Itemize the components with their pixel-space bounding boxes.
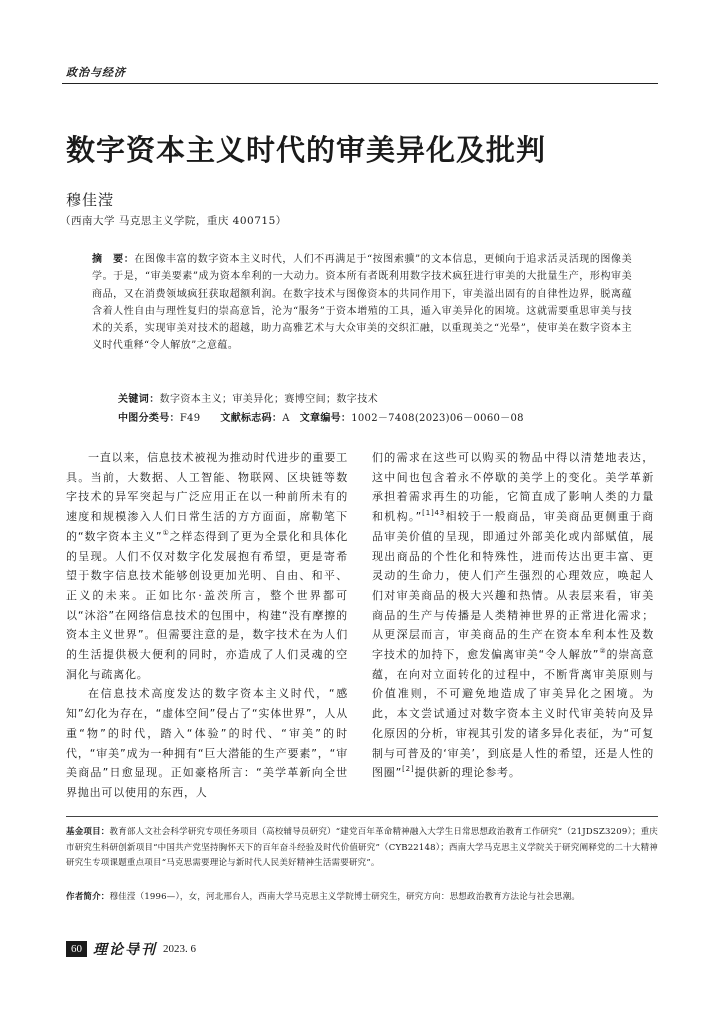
footnote-ref: ② (599, 647, 607, 656)
abstract-label: 摘 要： (92, 254, 135, 265)
clc-label: 中图分类号： (118, 413, 180, 424)
article-author: 穆佳滢 (66, 191, 115, 209)
classification-line (118, 409, 524, 424)
keywords-text: 数字资本主义；审美异化；赛博空间；数字技术 (159, 394, 379, 405)
fund-text: 教育部人文社会科学研究专项任务项目（高校辅导员研究）“建党百年革命精神融入大学生日常思想政治教育工作研究”（21JDSZ3209）；重庆市研究生科研创新项目“中国共产党坚持胸怀天下的百年奋斗经验及时代价值研究”（CYB22148）；西南大学马克思主义学院关于研究阐释党的二十大精神研究生专项课题重点项目“马克思需要理论与新时代人民美好精神生活需要研究”。 (66, 827, 658, 868)
paragraph: 们的需求在这些可以购买的物品中得以清楚地表达，这中间也包含着永不停歇的美学上的变化。美学革新承担着需求再生的功能，它简直成了影响人类的力量和机构。”$^{[1]43}$相较于一般商品，审美商品更侧重于商品审美价值的呈现，即通过外部美化或内部赋值，展现出商品的个性化和特殊性，进而传达出更丰富、更灵动的生命力，使人们产生强烈的心理效应，唤起人们对审美商品的极大兴趣和热情。从表层来看，审美商品的生产与传播是人类精神世界的正常进化需求；从更深层而言，审美商品的生产在资本牟利本性及数字技术的加持下，愈发偏离审美“令人解放”②的崇高意蕴，在向对立面转化的过程中，不断背离审美原则与价值准则，不可避免地造成了审美异化之困境。为此，本文尝试通过对数字资本主义时代审美转向及异化原因的分析，审视其引发的诸多异化表征，为“可复制与可普及的‘审美’，到底是人性的希望，还是人性的图圈”[2]提供新的理论参考。 (372, 451, 655, 780)
page-number: 60 (66, 941, 87, 957)
body-column-right (372, 448, 654, 783)
fund-label: 基金项目： (66, 827, 110, 837)
keywords (118, 390, 378, 405)
paragraph: 一直以来，信息技术被视为推动时代进步的重要工具。当前，大数据、人工智能、物联网、区块链等数字技术的异军突起与广泛应用正在以一种前所未有的速度和规模渗入人们日常生活的方方面面，席勒笔下的“数字资本主义”①之样态得到了更为全景化和具体化的呈现。人们不仅对数字化发展抱有希望，更是寄希望于数字信息技术能够创设更加光明、自由、和平、正义的未来。正如比尔·盖茨所言，整个世界都可以“沐浴”在网络信息技术的包围中，构建“没有摩擦的资本主义世界”。但需要注意的是，数字技术在为人们的生活提供极大便利的同时，亦造成了人们灵魂的空洞化与疏离化。 (66, 451, 349, 681)
article-number-label: 文章编号： (299, 413, 352, 424)
author-bio-text: 穆佳滢（1996—），女，河北邢台人，西南大学马克思主义学院博士研究生，研究方向：思想政治教育方法论与社会思潮。 (109, 892, 581, 902)
citation-ref: [2] (402, 765, 415, 774)
citation-ref: [1]43 (422, 509, 445, 518)
body-column-left (66, 448, 348, 803)
doc-code-label: 文献标志码： (220, 413, 283, 424)
page-footer (66, 938, 196, 960)
journal-issue: 2023. 6 (163, 942, 196, 955)
author-bio-label: 作者简介： (66, 892, 110, 902)
article-number-value: 1002－7408(2023)06－0060－08 (351, 413, 524, 424)
footnote-rule (66, 816, 658, 817)
section-label: 政治与经济 (66, 66, 126, 79)
doc-code-value: A (282, 413, 290, 424)
journal-name: 理论导刊 (93, 941, 157, 958)
clc-value: F49 (179, 413, 201, 424)
author-affiliation: （西南大学 马克思主义学院，重庆 400715） (60, 215, 287, 227)
author-bio (66, 890, 658, 906)
abstract (92, 251, 632, 355)
keywords-label: 关键词： (118, 394, 160, 405)
abstract-text: 在图像丰富的数字资本主义时代，人们不再满足于“按图索骥”的文本信息，更倾向于追求活灵活现的图像美学。于是，“审美要素”成为资本牟利的一大动力。资本所有者既利用数字技术疯狂进行审美的大批量生产，形构审美商品，又在消费领域疯狂获取超额利润。在数字技术与图像资本的共同作用下，审美溢出固有的自律性边界，脱离蕴含着人性自由与理性复归的崇高意旨，沦为“服务”于资本增殖的工具，遁入审美异化的困境。这就需要重思审美与技术的关系，实现审美对技术的超越，助力高雅艺术与大众审美的交织汇融，以重现美之“光晕”，使审美在数字资本主义时代重释“令人解放”之意蕴。 (92, 254, 632, 352)
article-title: 数字资本主义时代的审美异化及批判 (66, 133, 547, 167)
footnote-ref: ① (162, 528, 170, 537)
header-rule (62, 83, 658, 84)
paragraph: 在信息技术高度发达的数字资本主义时代，“感知”幻化为存在，“虚体空间”侵占了“实体世界”，人从重“物”的时代，踏入“体验”的时代、“审美”的时代，“审美”成为一种拥有“巨大潜能的生产要素”，“审美商品”日愈显现。正如豪格所言：“美学革新向全世界抛出可以使用的东西，人 (66, 687, 348, 799)
fund-note (66, 825, 658, 872)
